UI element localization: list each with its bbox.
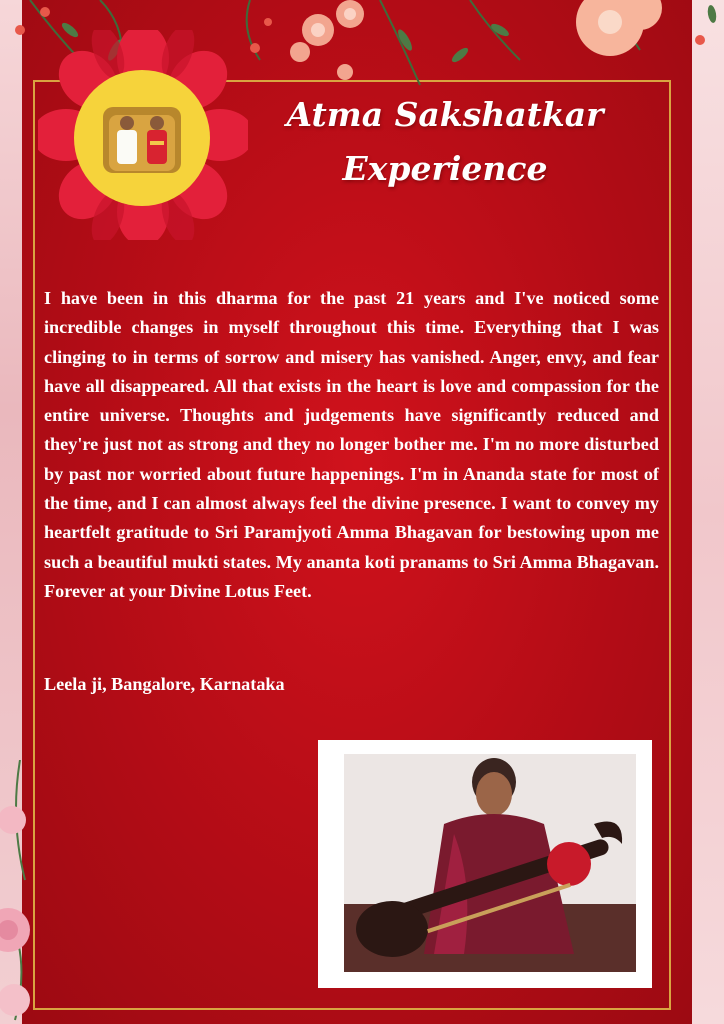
- page-title: [230, 88, 660, 196]
- right-decor-strip: [692, 0, 724, 1024]
- rose-decoration-icon: [0, 760, 40, 1024]
- testimonial-signature: Leela ji, Bangalore, Karnataka: [44, 674, 285, 694]
- photo: [344, 754, 636, 972]
- title-line-2: Experience: [342, 149, 548, 188]
- couple-portrait-icon: [97, 93, 187, 183]
- photo-frame: [318, 740, 652, 988]
- title-line-1: Atma Sakshatkar: [286, 95, 604, 134]
- testimonial-text: I have been in this dharma for the past 21 years and I've noticed some incredible changes in myself throughout this time. Everything that I was clinging to in terms of sorrow and misery has vanished. Anger, envy, and fear have all disappeared. All that exists in the heart is love and compassion for the entire universe. Thoughts and judgements have significantly reduced and they're just not as strong and they no longer bother me. I'm no more disturbed by past nor worried about future happenings. I'm in Ananda state for most of the time, and I can almost always feel the divine presence. I want to convey my heartfelt gratitude to Sri Paramjyoti Amma Bhagavan for bestowing upon me such a beautiful mukti states. My ananta koti pranams to Sri Amma Bhagavan. Forever at your Divine Lotus Feet.: [44, 288, 659, 601]
- couple-portrait-circle: [74, 70, 210, 206]
- woman-playing-veena-icon: [344, 754, 636, 972]
